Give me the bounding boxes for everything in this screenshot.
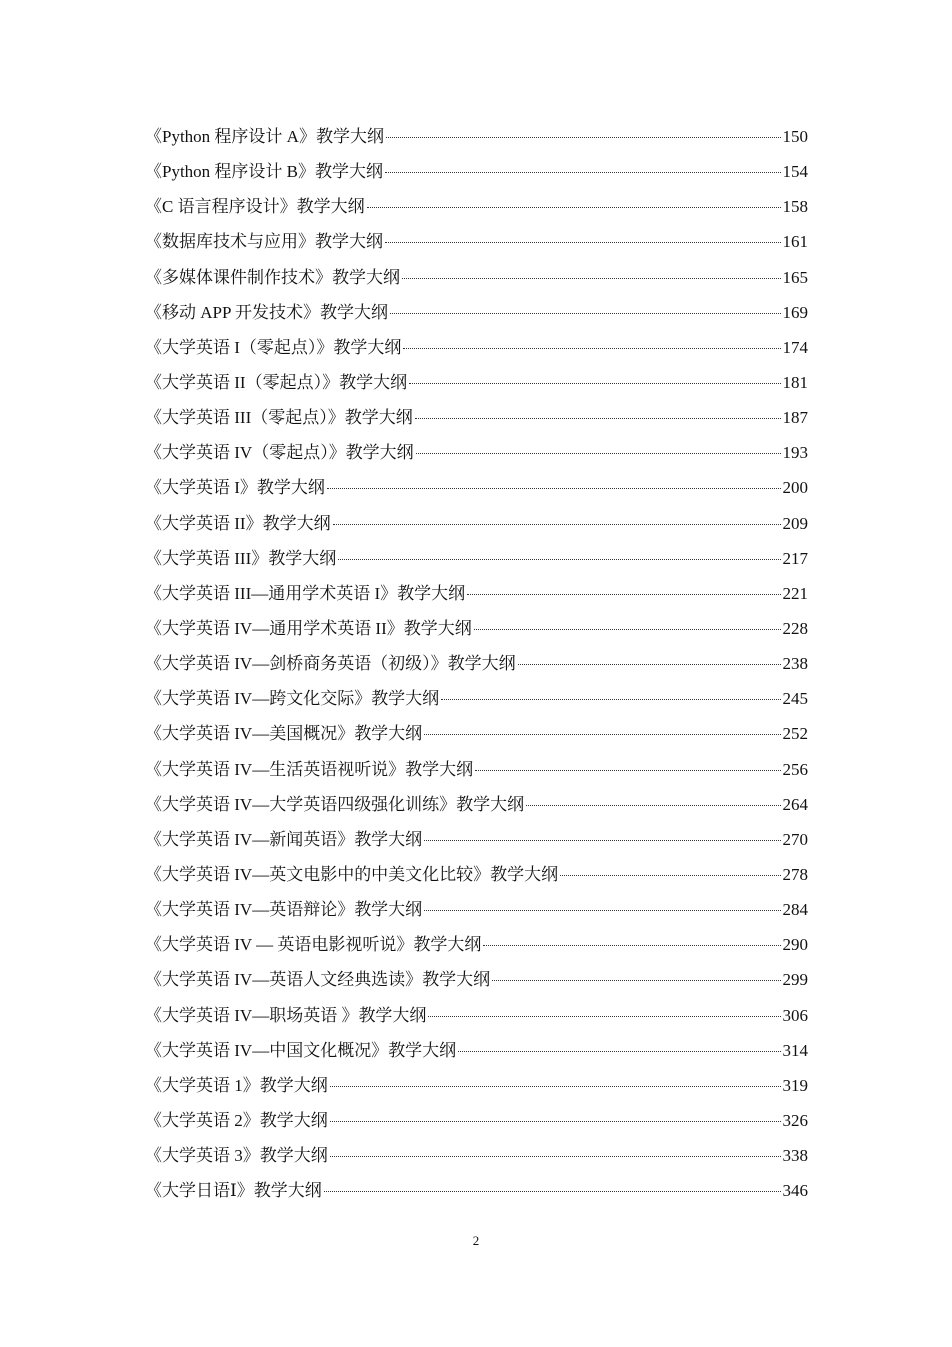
toc-entry-title: 《大学英语 IV—中国文化概况》教学大纲 xyxy=(145,1040,457,1060)
toc-entry-page: 264 xyxy=(782,794,808,814)
toc-entry-page: 209 xyxy=(782,513,808,533)
toc-entry[interactable] xyxy=(145,541,808,576)
toc-entry-title: 《大学日语Ⅰ》教学大纲 xyxy=(145,1181,322,1201)
toc-entry[interactable] xyxy=(145,962,808,997)
toc-entry-title: 《移动 APP 开发技术》教学大纲 xyxy=(145,302,389,322)
toc-entry[interactable] xyxy=(145,1068,808,1103)
toc-entry-title: 《大学英语 III—通用学术英语 I》教学大纲 xyxy=(145,583,466,603)
dot-leader xyxy=(385,172,780,173)
toc-entry-title: 《大学英语 II》教学大纲 xyxy=(145,513,331,533)
dot-leader xyxy=(403,348,780,349)
toc-entry[interactable] xyxy=(145,998,808,1033)
dot-leader xyxy=(483,945,780,946)
toc-entry-title: 《大学英语 II（零起点）》教学大纲 xyxy=(145,372,408,392)
toc-entry[interactable] xyxy=(145,330,808,365)
toc-entry[interactable] xyxy=(145,822,808,857)
toc-entry[interactable] xyxy=(145,927,808,962)
dot-leader xyxy=(330,1156,781,1157)
dot-leader xyxy=(416,453,781,454)
dot-leader xyxy=(402,278,781,279)
dot-leader xyxy=(333,524,781,525)
dot-leader xyxy=(327,488,781,489)
dot-leader xyxy=(424,910,780,911)
toc-entry-title: 《大学英语 III（零起点）》教学大纲 xyxy=(145,408,413,428)
dot-leader xyxy=(526,805,780,806)
toc-entry-page: 169 xyxy=(782,302,808,322)
toc-entry[interactable] xyxy=(145,189,808,224)
dot-leader xyxy=(441,699,780,700)
toc-entry-title: 《大学英语 IV—英语人文经典选读》教学大纲 xyxy=(145,970,491,990)
toc-entry-page: 217 xyxy=(782,548,808,568)
toc-entry[interactable] xyxy=(145,154,808,189)
dot-leader xyxy=(367,207,781,208)
toc-entry-page: 181 xyxy=(782,372,808,392)
toc-entry-title: 《大学英语 3》教学大纲 xyxy=(145,1146,328,1166)
toc-entry-page: 150 xyxy=(782,127,808,146)
toc-entry[interactable] xyxy=(145,260,808,295)
toc-entry-title: 《Python 程序设计 B》教学大纲 xyxy=(145,162,384,182)
dot-leader xyxy=(467,594,780,595)
toc-entry[interactable] xyxy=(145,365,808,400)
dot-leader xyxy=(409,383,780,384)
dot-leader xyxy=(475,770,780,771)
toc-entry[interactable] xyxy=(145,681,808,716)
toc-entry-page: 270 xyxy=(782,829,808,849)
toc-entry-page: 290 xyxy=(782,935,808,955)
dot-leader xyxy=(385,242,781,243)
toc-entry[interactable] xyxy=(145,611,808,646)
toc-entry-page: 256 xyxy=(782,759,808,779)
toc-entry[interactable] xyxy=(145,435,808,470)
toc-entry[interactable] xyxy=(145,400,808,435)
table-of-contents xyxy=(145,119,808,1208)
toc-entry-page: 193 xyxy=(782,443,808,463)
toc-entry-page: 252 xyxy=(782,724,808,744)
toc-entry-page: 158 xyxy=(782,197,808,217)
toc-entry-page: 338 xyxy=(782,1146,808,1166)
dot-leader xyxy=(424,734,780,735)
toc-entry-page: 161 xyxy=(782,232,808,252)
toc-entry-title: 《多媒体课件制作技术》教学大纲 xyxy=(145,267,400,287)
toc-entry-title: 《大学英语 I》教学大纲 xyxy=(145,478,325,498)
toc-entry[interactable] xyxy=(145,506,808,541)
toc-entry-title: 《大学英语 IV—通用学术英语 II》教学大纲 xyxy=(145,618,472,638)
toc-entry-title: 《大学英语 IV—职场英语 》教学大纲 xyxy=(145,1005,427,1025)
dot-leader xyxy=(390,313,780,314)
toc-entry-title: 《大学英语 IV—剑桥商务英语（初级）》教学大纲 xyxy=(145,654,516,674)
toc-entry-page: 306 xyxy=(782,1005,808,1025)
toc-entry-title: 《大学英语 IV—生活英语视听说》教学大纲 xyxy=(145,759,474,779)
toc-entry-page: 165 xyxy=(782,267,808,287)
dot-leader xyxy=(424,840,780,841)
toc-entry-title: 《大学英语 IV—大学英语四级强化训练》教学大纲 xyxy=(145,794,525,814)
toc-entry-page: 187 xyxy=(782,408,808,428)
toc-entry-title: 《数据库技术与应用》教学大纲 xyxy=(145,232,383,252)
toc-entry[interactable] xyxy=(145,752,808,787)
toc-entry[interactable] xyxy=(145,295,808,330)
dot-leader xyxy=(386,137,781,138)
dot-leader xyxy=(415,418,781,419)
toc-entry[interactable] xyxy=(145,576,808,611)
toc-entry-page: 245 xyxy=(782,689,808,709)
toc-entry[interactable] xyxy=(145,1033,808,1068)
toc-entry[interactable] xyxy=(145,119,808,154)
toc-entry[interactable] xyxy=(145,716,808,751)
toc-entry-page: 346 xyxy=(782,1181,808,1201)
dot-leader xyxy=(338,559,780,560)
toc-entry[interactable] xyxy=(145,892,808,927)
toc-entry-title: 《大学英语 III》教学大纲 xyxy=(145,548,337,568)
dot-leader xyxy=(560,875,780,876)
toc-entry[interactable] xyxy=(145,470,808,505)
toc-entry-title: 《大学英语 IV—英语辩论》教学大纲 xyxy=(145,900,423,920)
toc-entry[interactable] xyxy=(145,646,808,681)
toc-entry-page: 221 xyxy=(782,583,808,603)
toc-entry-title: 《Python 程序设计 A》教学大纲 xyxy=(145,127,384,146)
toc-entry[interactable] xyxy=(145,787,808,822)
toc-entry-page: 200 xyxy=(782,478,808,498)
dot-leader xyxy=(474,629,781,630)
toc-entry-page: 278 xyxy=(782,864,808,884)
toc-entry-title: 《C 语言程序设计》教学大纲 xyxy=(145,197,365,217)
dot-leader xyxy=(492,980,780,981)
toc-entry-title: 《大学英语 1》教学大纲 xyxy=(145,1075,328,1095)
toc-entry-page: 284 xyxy=(782,900,808,920)
toc-entry-title: 《大学英语 IV—新闻英语》教学大纲 xyxy=(145,829,423,849)
toc-entry-title: 《大学英语 IV—跨文化交际》教学大纲 xyxy=(145,689,440,709)
dot-leader xyxy=(428,1016,780,1017)
toc-entry[interactable] xyxy=(145,1173,808,1208)
dot-leader xyxy=(330,1121,781,1122)
toc-entry-page: 238 xyxy=(782,654,808,674)
toc-entry[interactable] xyxy=(145,857,808,892)
toc-entry[interactable] xyxy=(145,1103,808,1138)
dot-leader xyxy=(330,1086,781,1087)
dot-leader xyxy=(324,1191,781,1192)
toc-entry[interactable] xyxy=(145,224,808,259)
toc-entry-title: 《大学英语 2》教学大纲 xyxy=(145,1110,328,1130)
toc-entry-title: 《大学英语 IV — 英语电影视听说》教学大纲 xyxy=(145,935,482,955)
toc-entry-page: 299 xyxy=(782,970,808,990)
toc-entry-title: 《大学英语 IV（零起点）》教学大纲 xyxy=(145,443,414,463)
dot-leader xyxy=(458,1051,780,1052)
toc-entry-page: 154 xyxy=(782,162,808,182)
page-number: 2 xyxy=(472,1233,480,1248)
toc-entry-page: 228 xyxy=(782,618,808,638)
toc-entry-page: 174 xyxy=(782,337,808,357)
toc-entry-title: 《大学英语 IV—美国概况》教学大纲 xyxy=(145,724,423,744)
toc-entry[interactable] xyxy=(145,1138,808,1173)
toc-entry-title: 《大学英语 IV—英文电影中的中美文化比较》教学大纲 xyxy=(145,864,559,884)
dot-leader xyxy=(518,664,781,665)
toc-entry-title: 《大学英语 I（零起点）》教学大纲 xyxy=(145,337,402,357)
toc-entry-page: 326 xyxy=(782,1110,808,1130)
toc-entry-page: 314 xyxy=(782,1040,808,1060)
toc-entry-page: 319 xyxy=(782,1075,808,1095)
